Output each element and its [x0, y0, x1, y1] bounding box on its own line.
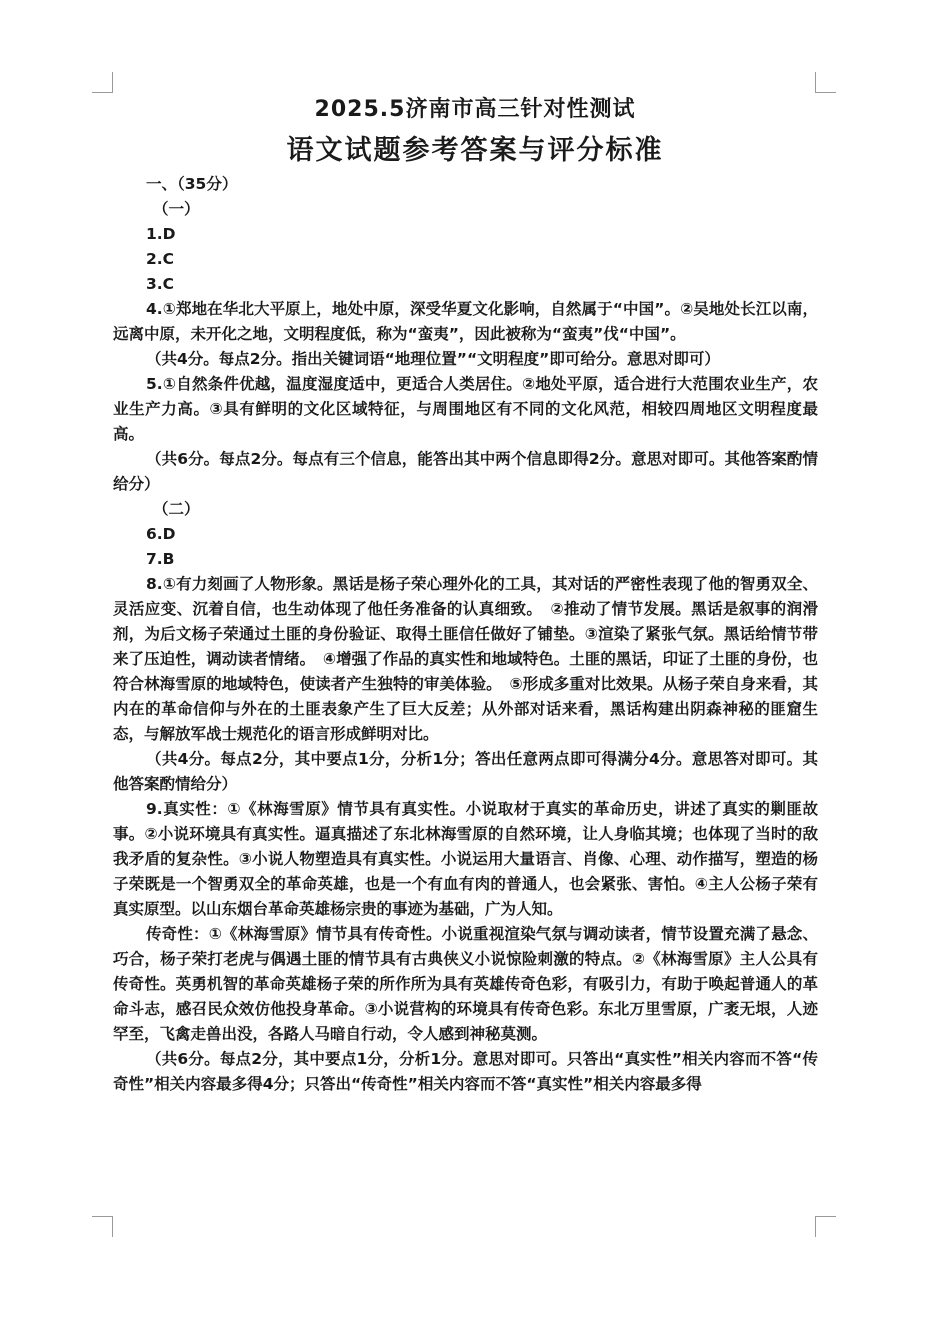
answer-1: 1.D	[146, 225, 176, 243]
document-title: 语文试题参考答案与评分标准	[286, 135, 664, 166]
answer-content	[113, 172, 818, 1097]
answer-7: 7.B	[146, 550, 175, 568]
answer-3: 3.C	[146, 275, 175, 293]
crop-mark-top-left	[92, 72, 113, 93]
part-heading-2: （二）	[153, 500, 200, 518]
answer-5: 5.①自然条件优越，温度湿度适中，更适合人类居住。②地处平原，适合进行大范围农业生产，农业生产力高。③具有鲜明的文化区域特征，与周围地区有不同的文化风范，相较四周地区文明程度最高。	[113, 375, 818, 443]
answer-9-authenticity: 9.真实性：①《林海雪原》情节具有真实性。小说取材于真实的革命历史，讲述了真实的剿匪故事。②小说环境具有真实性。逼真描述了东北林海雪原的自然环境，让人身临其境；也体现了当时的敌我矛盾的复杂性。③小说人物塑造具有真实性。小说运用大量语言、肖像、心理、动作描写，塑造的杨子荣既是一个智勇双全的革命英雄，也是一个有血有肉的普通人，也会紧张、害怕。④主人公杨子荣有真实原型。以山东烟台革命英雄杨宗贵的事迹为基础，广为人知。	[113, 800, 818, 918]
answer-8-scoring: （共4分。每点2分，其中要点1分，分析1分；答出任意两点即可得满分4分。意思答对即可。其他答案酌情给分）	[113, 750, 818, 793]
exam-title: 2025.5济南市高三针对性测试	[314, 97, 636, 122]
section-heading: 一、（35分）	[146, 175, 238, 193]
crop-mark-bottom-right	[815, 1216, 836, 1237]
answer-4: 4.①郑地在华北大平原上，地处中原，深受华夏文化影响，自然属于“中国”。②吴地处长江以南，远离中原，未开化之地，文明程度低，称为“蛮夷”，因此被称为“蛮夷”伐“中国”。	[113, 300, 818, 343]
answer-9-scoring: （共6分。每点2分，其中要点1分，分析1分。意思对即可。只答出“真实性”相关内容而不答“传奇性”相关内容最多得4分；只答出“传奇性”相关内容而不答“真实性”相关内容最多得	[113, 1050, 818, 1093]
answer-6: 6.D	[146, 525, 176, 543]
answer-2: 2.C	[146, 250, 175, 268]
answer-9-legendary: 传奇性：①《林海雪原》情节具有传奇性。小说重视渲染气氛与调动读者，情节设置充满了悬念、巧合，杨子荣打老虎与偶遇土匪的情节具有古典侠义小说惊险刺激的特点。②《林海雪原》主人公具有传奇性。英勇机智的革命英雄杨子荣的所作所为具有英雄传奇色彩，有吸引力，有助于唤起普通人的革命斗志，感召民众效仿他投身革命。③小说营构的环境具有传奇色彩。东北万里雪原，广袤无垠，人迹罕至，飞禽走兽出没，各路人马暗自行动，令人感到神秘莫测。	[113, 925, 818, 1043]
part-heading-1: （一）	[153, 200, 200, 218]
crop-mark-bottom-left	[92, 1216, 113, 1237]
crop-mark-top-right	[815, 72, 836, 93]
answer-5-scoring: （共6分。每点2分。每点有三个信息，能答出其中两个信息即得2分。意思对即可。其他答案酌情给分）	[113, 450, 818, 493]
answer-8: 8.①有力刻画了人物形象。黑话是杨子荣心理外化的工具，其对话的严密性表现了他的智勇双全、灵活应变、沉着自信，也生动体现了他任务准备的认真细致。 ②推动了情节发展。黑话是叙事的润滑剂，为后文杨子荣通过土匪的身份验证、取得土匪信任做好了铺垫。③渲染了紧张气氛。黑话给情节带来了压迫性，调动读者情绪。 ④增强了作品的真实性和地域特色。土匪的黑话，印证了土匪的身份，也符合林海雪原的地域特色，使读者产生独特的审美体验。 ⑤形成多重对比效果。从杨子荣自身来看，其内在的革命信仰与外在的土匪表象产生了巨大反差；从外部对话来看，黑话构建出阴森神秘的匪窟生态，与解放军战士规范化的语言形成鲜明对比。	[113, 575, 818, 743]
answer-4-scoring: （共4分。每点2分。指出关键词语“地理位置”“文明程度”即可给分。意思对即可）	[146, 350, 720, 368]
